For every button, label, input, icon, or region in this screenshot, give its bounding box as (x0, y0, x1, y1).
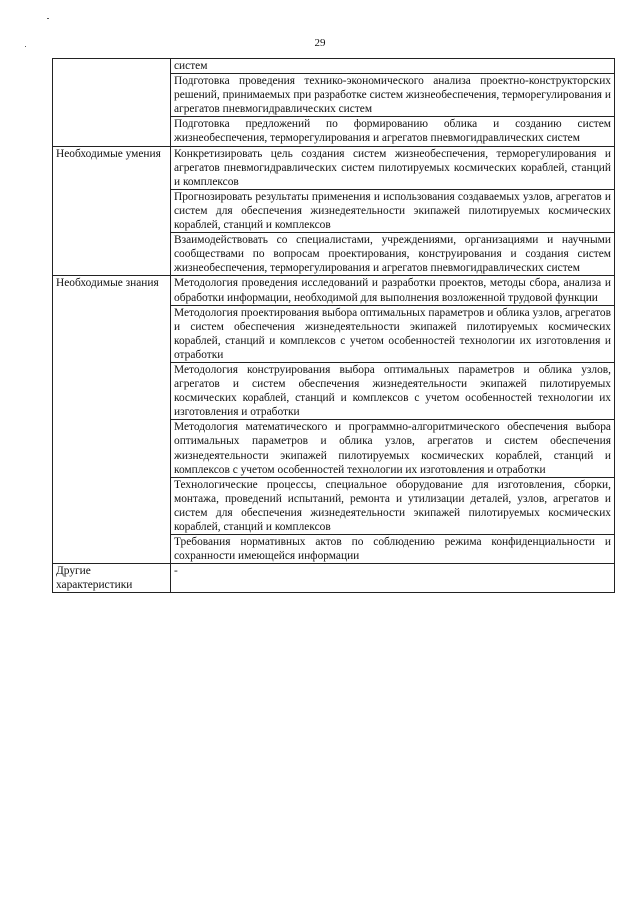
table-row (53, 146, 615, 189)
requirement-item: Методология конструирования выбора оптимальных параметров и облика узлов, агрегатов и систем обеспечения жизнедеятельности экипажей пилотируемых космических кораблей, станций и комплексов с учетом особенностей технологии их изготовления и отработки (171, 362, 615, 419)
requirement-item: Подготовка предложений по формированию облика и созданию систем жизнеобеспечения, терморегулирования и агрегатов пневмогидравлических систем (171, 117, 615, 146)
requirement-item: Методология проведения исследований и разработки проектов, методы сбора, анализа и обработки информации, необходимой для выполнения возложенной трудовой функции (171, 276, 615, 305)
scan-speck (25, 46, 26, 47)
requirement-item: Прогнозировать результаты применения и использования создаваемых узлов, агрегатов и систем для обеспечения жизнедеятельности экипажей пилотируемых космических кораблей, станций и комплексов (171, 189, 615, 232)
requirement-item: Взаимодействовать со специалистами, учреждениями, организациями и научными сообществами по вопросам проектирования, конструирования и создания систем жизнеобеспечения, терморегулирования и агрегатов пневмогидравлических систем (171, 233, 615, 276)
requirement-item: Подготовка проведения технико-экономического анализа проектно-конструкторских решений, принимаемых при разработке систем жизнеобеспечения, терморегулирования и агрегатов пневмогидравлических систем (171, 74, 615, 117)
requirement-item: систем (171, 59, 615, 74)
table-row (53, 276, 615, 305)
section-label-knowledge: Необходимые знания (53, 276, 171, 564)
requirement-item: Требования нормативных актов по соблюдению режима конфиденциальности и сохранности имеющейся информации (171, 535, 615, 564)
requirement-item: - (171, 564, 615, 593)
section-label-other: Другие характеристики (53, 564, 171, 593)
section-label-skills: Необходимые умения (53, 146, 171, 276)
job-requirements-table (52, 58, 615, 593)
requirement-item: Методология проектирования выбора оптимальных параметров и облика узлов, агрегатов и систем обеспечения жизнедеятельности экипажей пилотируемых космических кораблей, станций и комплексов с учетом особенностей технологии их изготовления и отработки (171, 305, 615, 362)
requirement-item: Технологические процессы, специальное оборудование для изготовления, сборки, монтажа, проведений испытаний, ремонта и утилизации деталей, узлов, агрегатов и систем для обеспечения жизнедеятельности экипажей пилотируемых космических кораблей, станций и комплексов (171, 477, 615, 534)
requirement-item: Конкретизировать цель создания систем жизнеобеспечения, терморегулирования и агрегатов пневмогидравлических систем пилотируемых космических кораблей, станций и комплексов (171, 146, 615, 189)
table-row (53, 564, 615, 593)
table-row (53, 59, 615, 74)
scan-speck (47, 18, 49, 19)
section-label (53, 59, 171, 147)
requirement-item: Методология математического и программно-алгоритмического обеспечения выбора оптимальных параметров и облика узлов, агрегатов и систем обеспечения жизнедеятельности экипажей пилотируемых космических кораблей, станций и комплексов с учетом особенностей технологии их изготовления и отработки (171, 420, 615, 477)
page-number: 29 (314, 37, 326, 49)
